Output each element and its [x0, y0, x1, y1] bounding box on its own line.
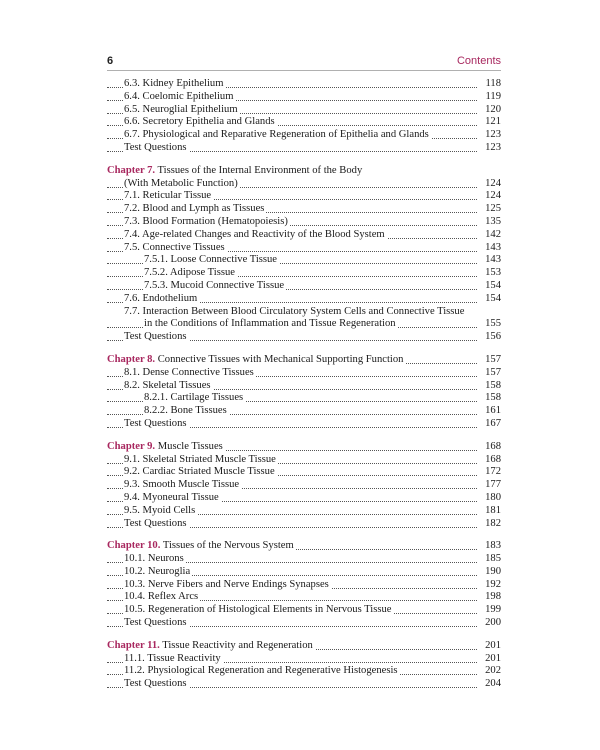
- toc-chapter-heading[interactable]: Chapter 10. Tissues of the Nervous System 183: [107, 540, 501, 552]
- toc-chapter-heading[interactable]: Chapter 11. Tissue Reactivity and Regeneration 201: [107, 639, 501, 651]
- toc-entry[interactable]: 9.5. Myoid Cells 181: [107, 505, 501, 518]
- toc-entry[interactable]: 10.2. Neuroglia 190: [107, 566, 501, 579]
- toc-entry[interactable]: 10.3. Nerve Fibers and Nerve Endings Synapses 192: [107, 579, 501, 592]
- toc-entry[interactable]: Test Questions 200: [107, 617, 501, 630]
- toc-entry[interactable]: 8.2. Skeletal Tissues 158: [107, 380, 501, 393]
- chapter-number: Chapter 10.: [107, 540, 161, 552]
- toc-entry[interactable]: 7.5.2. Adipose Tissue 153: [107, 267, 501, 280]
- toc-entry[interactable]: 7.4. Age-related Changes and Reactivity of the Blood System 142: [107, 229, 501, 242]
- toc-entry[interactable]: 9.4. Myoneural Tissue 180: [107, 492, 501, 505]
- toc-entry[interactable]: 7.5.1. Loose Connective Tissue 143: [107, 254, 501, 267]
- toc-chapter-heading[interactable]: Chapter 7. Tissues of the Internal Environment of the Body: [107, 164, 363, 176]
- chapter-number: Chapter 8.: [107, 353, 156, 365]
- toc-entry[interactable]: 6.3. Kidney Epithelium 118: [107, 78, 501, 91]
- toc-entry[interactable]: Test Questions 123: [107, 142, 501, 155]
- toc-entry[interactable]: 7.2. Blood and Lymph as Tissues 125: [107, 203, 501, 216]
- toc-entry[interactable]: 6.5. Neuroglial Epithelium 120: [107, 104, 501, 117]
- toc-entry[interactable]: 7.7. Interaction Between Blood Circulatory System Cells and Connective Tissue: [124, 305, 465, 317]
- toc-entry[interactable]: 6.4. Coelomic Epithelium 119: [107, 91, 501, 104]
- header-rule: [107, 70, 501, 71]
- chapter-number: Chapter 11.: [107, 639, 160, 651]
- table-of-contents: [107, 78, 501, 691]
- toc-entry[interactable]: 7.5. Connective Tissues 143: [107, 242, 501, 255]
- toc-entry[interactable]: Test Questions 182: [107, 518, 501, 531]
- toc-chapter-heading[interactable]: Chapter 8. Connective Tissues with Mechanical Supporting Function 157: [107, 353, 501, 365]
- toc-entry[interactable]: 11.1. Tissue Reactivity 201: [107, 653, 501, 666]
- toc-entry[interactable]: 9.1. Skeletal Striated Muscle Tissue 168: [107, 454, 501, 467]
- toc-entry[interactable]: Test Questions 167: [107, 418, 501, 431]
- toc-entry[interactable]: 11.2. Physiological Regeneration and Regenerative Histogenesis 202: [107, 665, 501, 678]
- toc-entry[interactable]: Test Questions 156: [107, 331, 501, 344]
- chapter-number: Chapter 9.: [107, 440, 156, 452]
- page-number: 6: [107, 55, 114, 67]
- toc-chapter-heading[interactable]: Chapter 9. Muscle Tissues 168: [107, 440, 501, 452]
- toc-entry[interactable]: 6.6. Secretory Epithelia and Glands 121: [107, 116, 501, 129]
- running-header: [107, 55, 501, 71]
- toc-entry[interactable]: 10.5. Regeneration of Histological Elements in Nervous Tissue 199: [107, 604, 501, 617]
- toc-entry[interactable]: 6.7. Physiological and Reparative Regeneration of Epithelia and Glands 123: [107, 129, 501, 142]
- toc-entry[interactable]: 10.1. Neurons 185: [107, 553, 501, 566]
- chapter-number: Chapter 7.: [107, 164, 156, 176]
- toc-entry[interactable]: 8.2.2. Bone Tissues 161: [107, 405, 501, 418]
- toc-entry[interactable]: in the Conditions of Inflammation and Tissue Regeneration 155: [107, 318, 501, 331]
- toc-entry[interactable]: 9.3. Smooth Muscle Tissue 177: [107, 479, 501, 492]
- toc-entry[interactable]: 10.4. Reflex Arcs 198: [107, 591, 501, 604]
- toc-entry[interactable]: 8.1. Dense Connective Tissues 157: [107, 367, 501, 380]
- toc-entry[interactable]: Test Questions 204: [107, 678, 501, 691]
- toc-entry[interactable]: (With Metabolic Function) 124: [107, 178, 501, 191]
- toc-entry[interactable]: 7.5.3. Mucoid Connective Tissue 154: [107, 280, 501, 293]
- header-title: Contents: [456, 55, 501, 67]
- toc-entry[interactable]: 7.1. Reticular Tissue 124: [107, 190, 501, 203]
- toc-entry[interactable]: 8.2.1. Cartilage Tissues 158: [107, 392, 501, 405]
- toc-entry[interactable]: 7.6. Endothelium 154: [107, 293, 501, 306]
- toc-entry[interactable]: 7.3. Blood Formation (Hematopoiesis) 135: [107, 216, 501, 229]
- toc-entry[interactable]: 9.2. Cardiac Striated Muscle Tissue 172: [107, 466, 501, 479]
